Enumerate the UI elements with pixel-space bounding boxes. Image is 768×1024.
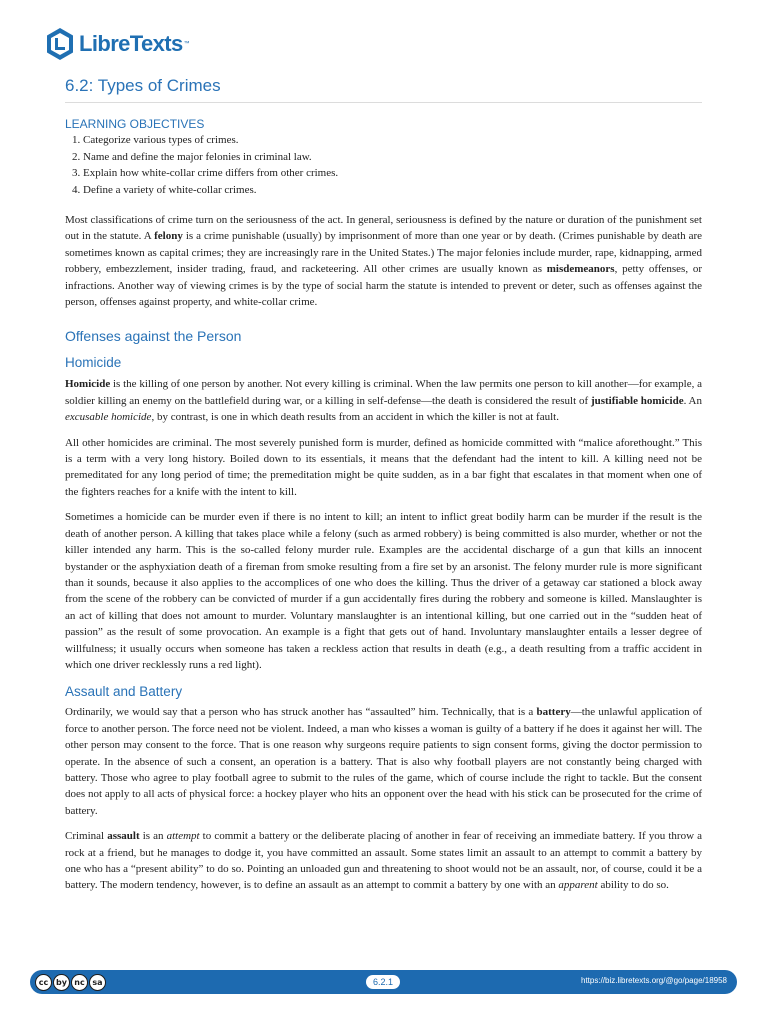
intro-paragraph: Most classifications of crime turn on the seriousness of the act. In general, seriousness is defined by the nature or duration of the punishment set out in the statute. A felony is a crime punishable (usually) by imprisonment of more than one year or by death. (Crimes punishable by death are sometimes known as capital crimes; they are increasingly rare in the United States.) The major felonies include murder, rape, kidnapping, armed robbery, embezzlement, insider trading, fraud, and racketeering. All other crimes are usually known as misdemeanors, petty offenses, or infractions. Another way of viewing crimes is by the type of social harm the statute is intended to prevent or deter, such as offenses against the person, offenses against property, and white-collar crime. [65, 214, 702, 309]
libretexts-logo-icon [45, 27, 75, 61]
page-title: 6.2: Types of Crimes [65, 76, 702, 103]
learning-objectives-list [65, 132, 702, 198]
section-heading-offenses-person: Offenses against the Person [65, 328, 242, 345]
logo-text: LibreTexts [79, 31, 183, 56]
homicide-paragraph-2: All other homicides are criminal. The most severely punished form is murder, defined as homicide committed with “malice aforethought.” This is a term with a very long history. Boiled down to its essentials, it means that the defendant had the intent to kill. A killing need not be premeditated for any long period of time; the premeditation might be quite sudden, as in a bar fight that escalates in that moment when one of the fighters reaches for a knife with the intent to kill. [65, 436, 702, 498]
learning-objective-item: 3. Explain how white-collar crime differs from other crimes. [83, 165, 702, 182]
cc-icon: cc [35, 974, 52, 991]
assault-paragraph-2: Criminal assault is an attempt to commit a battery or the deliberate placing of another in fear of receiving an immediate battery. If you throw a rock at a friend, but he manages to dodge it, you have committed an assault. Some states limit an assault to an attempt to commit a battery by one who has a “present ability” to do so. Pointing an unloaded gun and threatening to shoot would not be an assault, nor, of course, could it be a battery. The modern tendency, however, is to define an assault as an attempt to commit a battery by one with an apparent ability to do so. [65, 830, 702, 892]
homicide-paragraph-3: Sometimes a homicide can be murder even if there is no intent to kill; an intent to inflict great bodily harm can be murder if the result is the death of another person. A killing that takes place while a felony (such as armed robbery) is being committed is also murder, whether or not the killer intended any harm. This is the so-called felony murder rule. Examples are the accidental discharge of a gun that kills an innocent bystander or the asphyxiation death of a fireman from smoke resulting from a fire set by an arsonist. The felony murder rule is more significant than it sounds, because it also applies to the accomplices of one who does the killing. Thus the driver of a getaway car stationed a block away from the scene of the robbery can be convicted of murder if a gun accidentally fires during the robbery and someone is killed. Manslaughter is an act of killing that does not amount to murder. Voluntary manslaughter is an intentional killing, but one carried out in the “sudden heat of passion” as the result of some provocation. An example is a fight that gets out of hand. Involuntary manslaughter entails a lesser degree of willfulness; it usually occurs when someone has taken a reckless action that results in death (e.g., a death resulting from a traffic accident in which one driver recklessly runs a red light). [65, 511, 702, 671]
libretexts-logo[interactable] [45, 26, 190, 62]
attribution-icon: by [53, 974, 70, 991]
page-content [65, 76, 702, 894]
learning-objectives-title: LEARNING OBJECTIVES [65, 117, 205, 131]
noncommercial-icon: nc [71, 974, 88, 991]
assault-paragraph-1: Ordinarily, we would say that a person who has struck another has “assaulted” him. Technically, that is a battery—the unlawful application of force to another person. The force need not be violent. Indeed, a man who kisses a woman is guilty of a battery if he does it against her will. The other person may consent to the force. That is one reason why surgeons require patients to sign consent forms, giving the doctor permission to operate. In the absence of such a consent, an operation is a battery. That is also why football players are not constantly being charged with battery. Those who agree to play football agree to submit to the rules of the game, which of course include the right to tackle. But the consent does not apply to all acts of physical force: a hockey player who hits an opponent over the head with his stick can be prosecuted for the crime of battery. [65, 706, 702, 817]
logo-trademark: ™ [183, 41, 190, 47]
learning-objective-item: 4. Define a variety of white-collar crimes. [83, 182, 702, 199]
page-footer [30, 970, 737, 994]
sharealike-icon: sa [89, 974, 106, 991]
subsection-heading-assault-battery: Assault and Battery [65, 684, 183, 700]
learning-objective-item: 1. Categorize various types of crimes. [83, 132, 702, 149]
license-badge[interactable] [35, 973, 106, 991]
homicide-paragraph-1: Homicide is the killing of one person by another. Not every killing is criminal. When the law permits one person to kill another—for example, a soldier killing an enemy on the battlefield during war, or a killing in self-defense—the death is considered the result of justifiable homicide. An excusable homicide, by contrast, is one in which death results from an accident in which the killer is not at fault. [65, 378, 702, 424]
page-number: 6.2.1 [366, 975, 400, 989]
page-url-link[interactable]: https://biz.libretexts.org/@go/page/18958 [581, 976, 727, 985]
learning-objective-item: 2. Name and define the major felonies in criminal law. [83, 149, 702, 166]
subsection-heading-homicide: Homicide [65, 355, 122, 371]
